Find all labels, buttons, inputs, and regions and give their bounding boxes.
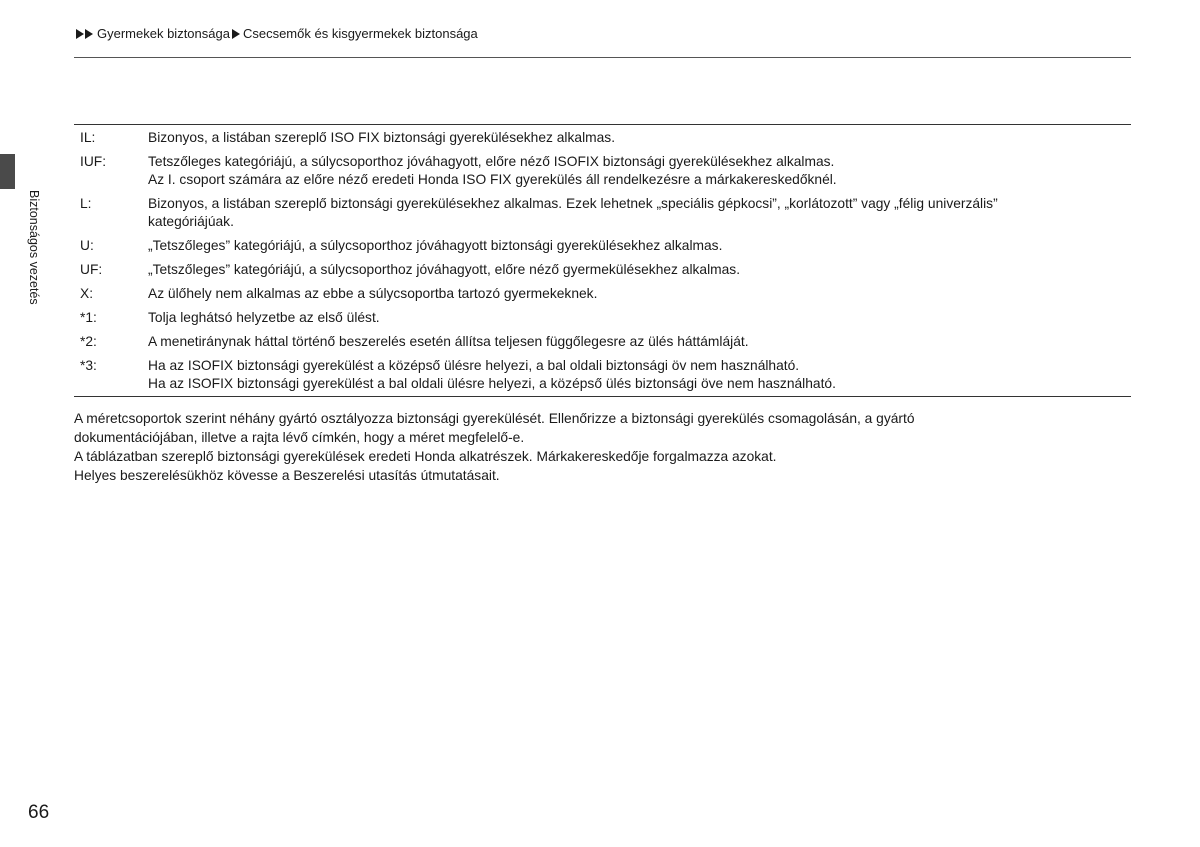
legend-row bbox=[74, 309, 1131, 327]
legend-line: „Tetszőleges” kategóriájú, a súlycsoporthoz jóváhagyott biztonsági gyerekülésekhez alkalmas. bbox=[148, 238, 723, 253]
legend-row bbox=[74, 333, 1131, 351]
legend-row bbox=[74, 153, 1131, 189]
legend-line: Ha az ISOFIX biztonsági gyerekülést a bal oldali ülésre helyezi, a középső ülés biztonsági öve nem használható. bbox=[148, 376, 836, 391]
note-line: Helyes beszerelésükhöz kövesse a Beszerelési utasítás útmutatásait. bbox=[74, 468, 500, 483]
legend-line: kategóriájúak. bbox=[148, 214, 234, 229]
legend-line: Bizonyos, a listában szereplő ISO FIX biztonsági gyerekülésekhez alkalmas. bbox=[148, 130, 616, 145]
header-divider bbox=[74, 57, 1131, 58]
double-arrow-icon bbox=[76, 29, 94, 39]
notes-paragraph bbox=[74, 409, 1134, 485]
legend-code: U: bbox=[80, 238, 94, 253]
breadcrumb-item-infant-safety[interactable]: Csecsemők és kisgyermekek biztonsága bbox=[242, 26, 478, 41]
legend-row bbox=[74, 195, 1131, 231]
legend-code: IUF: bbox=[80, 154, 107, 169]
page-number: 66 bbox=[28, 802, 50, 823]
legend-description bbox=[148, 153, 1131, 189]
legend-row bbox=[74, 285, 1131, 303]
legend-line: Bizonyos, a listában szereplő biztonsági gyerekülésekhez alkalmas. Ezek lehetnek „speciális gépkocsi”, „korlátozott” vagy „félig univerzális” bbox=[148, 196, 998, 211]
legend-code: *2: bbox=[80, 334, 97, 349]
section-tab-marker bbox=[0, 154, 15, 189]
legend-description bbox=[148, 285, 1131, 303]
legend-description bbox=[148, 309, 1131, 327]
legend-row bbox=[74, 357, 1131, 393]
legend-description bbox=[148, 129, 1131, 147]
legend-line: Az ülőhely nem alkalmas az ebbe a súlycsoportba tartozó gyermekeknek. bbox=[148, 286, 598, 301]
legend-code: *1: bbox=[80, 310, 97, 325]
breadcrumb bbox=[76, 26, 478, 41]
legend-line: Az I. csoport számára az előre néző eredeti Honda ISO FIX gyerekülés áll rendelkezésre a márkakereskedőknél. bbox=[148, 172, 837, 187]
legend-code: UF: bbox=[80, 262, 103, 277]
legend-code: IL: bbox=[80, 130, 96, 145]
legend-code: *3: bbox=[80, 358, 97, 373]
breadcrumb-item-child-safety[interactable]: Gyermekek biztonsága bbox=[97, 26, 230, 41]
legend-row bbox=[74, 261, 1131, 279]
legend-code: L: bbox=[80, 196, 92, 211]
legend-row bbox=[74, 237, 1131, 255]
note-line: A méretcsoportok szerint néhány gyártó osztályozza biztonsági gyerekülését. Ellenőrizze a biztonsági gyerekülés csomagolásán, a gyártó bbox=[74, 411, 915, 426]
note-line: dokumentációjában, illetve a rajta lévő címkén, hogy a méret megfelelő-e. bbox=[74, 430, 525, 445]
legend-description bbox=[148, 357, 1131, 393]
legend-line: Ha az ISOFIX biztonsági gyerekülést a középső ülésre helyezi, a bal oldali biztonsági öv nem használható. bbox=[148, 358, 800, 373]
legend-line: Tolja leghátsó helyzetbe az első ülést. bbox=[148, 310, 380, 325]
legend-line: „Tetszőleges” kategóriájú, a súlycsoporthoz jóváhagyott, előre néző gyermekülésekhez alkalmas. bbox=[148, 262, 741, 277]
note-line: A táblázatban szereplő biztonsági gyerekülések eredeti Honda alkatrészek. Márkakereskedője forgalmazza azokat. bbox=[74, 449, 777, 464]
legend-description bbox=[148, 195, 1131, 231]
legend-description bbox=[148, 237, 1131, 255]
legend-table bbox=[74, 124, 1131, 397]
arrow-right-icon bbox=[232, 29, 241, 39]
legend-description bbox=[148, 261, 1131, 279]
legend-row bbox=[74, 129, 1131, 147]
legend-code: X: bbox=[80, 286, 94, 301]
legend-description bbox=[148, 333, 1131, 351]
section-tab-label: Biztonságos vezetés bbox=[27, 190, 41, 305]
legend-line: Tetszőleges kategóriájú, a súlycsoporthoz jóváhagyott, előre néző ISOFIX biztonsági gyerekülésekhez alkalmas. bbox=[148, 154, 835, 169]
legend-line: A menetiránynak háttal történő beszerelés esetén állítsa teljesen függőlegesre az ülés háttámláját. bbox=[148, 334, 749, 349]
